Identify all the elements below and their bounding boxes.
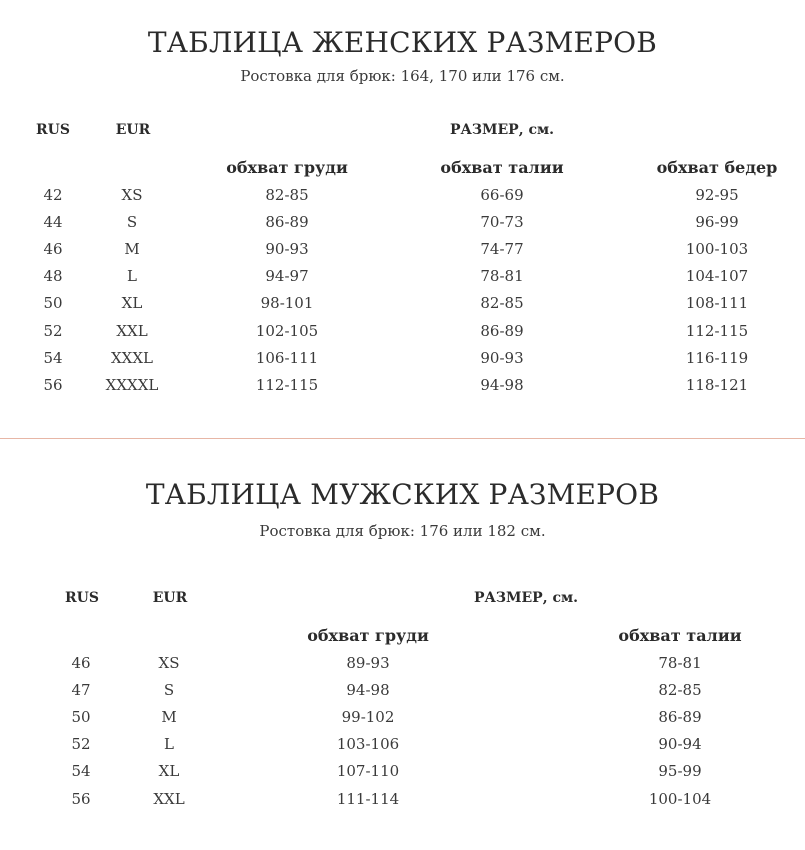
men-cell-bust: 103-106 [336, 735, 400, 754]
women-cell-rus: 56 [43, 375, 63, 394]
women-cell-waist: 70-73 [480, 213, 524, 232]
men-cell-waist: 82-85 [658, 681, 702, 700]
women-cell-bust: 112-115 [255, 375, 319, 394]
women-cell-hips: 116-119 [685, 348, 749, 367]
women-cell-eur: S [126, 213, 138, 232]
men-cell-eur: M [161, 708, 177, 727]
women-cell-hips: 100-103 [685, 240, 749, 259]
men-cell-eur: L [164, 735, 174, 754]
men-cell-eur: XL [158, 762, 180, 781]
men-cell-waist: 100-104 [648, 789, 712, 808]
women-cell-eur: XXL [116, 321, 148, 340]
women-cell-rus: 54 [43, 348, 63, 367]
women-cell-waist: 78-81 [480, 267, 524, 286]
women-cell-eur: L [127, 267, 137, 286]
section-divider [0, 438, 805, 439]
men-size-section [0, 440, 805, 850]
women-cell-waist: 86-89 [480, 321, 524, 340]
men-cell-waist: 86-89 [658, 708, 702, 727]
women-cell-bust: 102-105 [255, 321, 319, 340]
men-cell-rus: 47 [71, 681, 91, 700]
women-cell-eur: XL [121, 294, 143, 313]
women-cell-waist: 90-93 [480, 348, 524, 367]
women-header-eur: EUR [115, 122, 151, 138]
men-cell-bust: 89-93 [346, 654, 390, 672]
women-cell-rus: 44 [43, 213, 63, 232]
men-cell-eur: S [163, 681, 175, 700]
women-cell-hips: 96-99 [695, 213, 739, 232]
women-cell-rus: 46 [43, 240, 63, 259]
women-header-size: РАЗМЕР, см. [449, 122, 555, 138]
women-cell-hips: 112-115 [685, 321, 749, 340]
women-cell-bust: 86-89 [265, 213, 309, 232]
women-cell-rus: 52 [43, 321, 63, 340]
men-cell-rus: 52 [71, 735, 91, 754]
women-cell-rus: 42 [43, 186, 63, 204]
women-subheader-waist: обхват талии [440, 158, 564, 177]
men-subheader-bust: обхват груди [307, 626, 429, 645]
women-table-subtitle: Ростовка для брюк: 164, 170 или 176 см. [240, 67, 565, 85]
women-cell-bust: 106-111 [255, 348, 319, 367]
women-cell-eur: XXXXL [105, 375, 159, 394]
women-cell-waist: 82-85 [480, 294, 524, 313]
women-cell-waist: 74-77 [480, 240, 524, 259]
men-cell-rus: 46 [71, 654, 91, 672]
men-subheader-waist: обхват талии [618, 626, 742, 645]
men-cell-bust: 107-110 [336, 762, 400, 781]
women-cell-eur: M [124, 240, 140, 259]
women-cell-waist: 66-69 [480, 186, 524, 204]
men-cell-bust: 94-98 [346, 681, 390, 700]
women-cell-hips: 104-107 [685, 267, 749, 286]
men-table-subtitle: Ростовка для брюк: 176 или 182 см. [259, 522, 546, 540]
men-cell-rus: 56 [71, 789, 91, 808]
women-cell-bust: 98-101 [260, 294, 314, 313]
men-cell-waist: 90-94 [658, 735, 702, 754]
women-table-title: ТАБЛИЦА ЖЕНСКИХ РАЗМЕРОВ [147, 26, 658, 59]
women-cell-hips: 92-95 [695, 186, 739, 204]
men-cell-rus: 50 [71, 708, 91, 727]
men-cell-eur: XXL [153, 789, 185, 808]
men-cell-waist: 78-81 [658, 654, 702, 672]
women-cell-bust: 94-97 [265, 267, 309, 286]
women-subheader-bust: обхват груди [226, 158, 348, 177]
women-header-rus: RUS [36, 122, 70, 138]
women-cell-bust: 82-85 [265, 186, 309, 204]
women-cell-eur: XS [121, 186, 143, 204]
men-cell-bust: 111-114 [336, 789, 400, 808]
women-cell-rus: 50 [43, 294, 63, 313]
men-cell-rus: 54 [71, 762, 91, 781]
women-cell-rus: 48 [43, 267, 63, 286]
men-header-rus: RUS [65, 590, 99, 606]
men-table-title: ТАБЛИЦА МУЖСКИХ РАЗМЕРОВ [145, 478, 660, 511]
women-cell-hips: 108-111 [685, 294, 749, 313]
men-cell-bust: 99-102 [341, 708, 395, 727]
women-cell-eur: XXXL [111, 348, 153, 367]
men-cell-waist: 95-99 [658, 762, 702, 781]
men-header-size: РАЗМЕР, см. [473, 590, 579, 606]
women-cell-waist: 94-98 [480, 375, 524, 394]
men-cell-eur: XS [158, 654, 180, 672]
women-subheader-hips: обхват бедер [656, 158, 778, 177]
women-cell-bust: 90-93 [265, 240, 309, 259]
men-header-eur: EUR [152, 590, 188, 606]
women-cell-hips: 118-121 [685, 375, 749, 394]
